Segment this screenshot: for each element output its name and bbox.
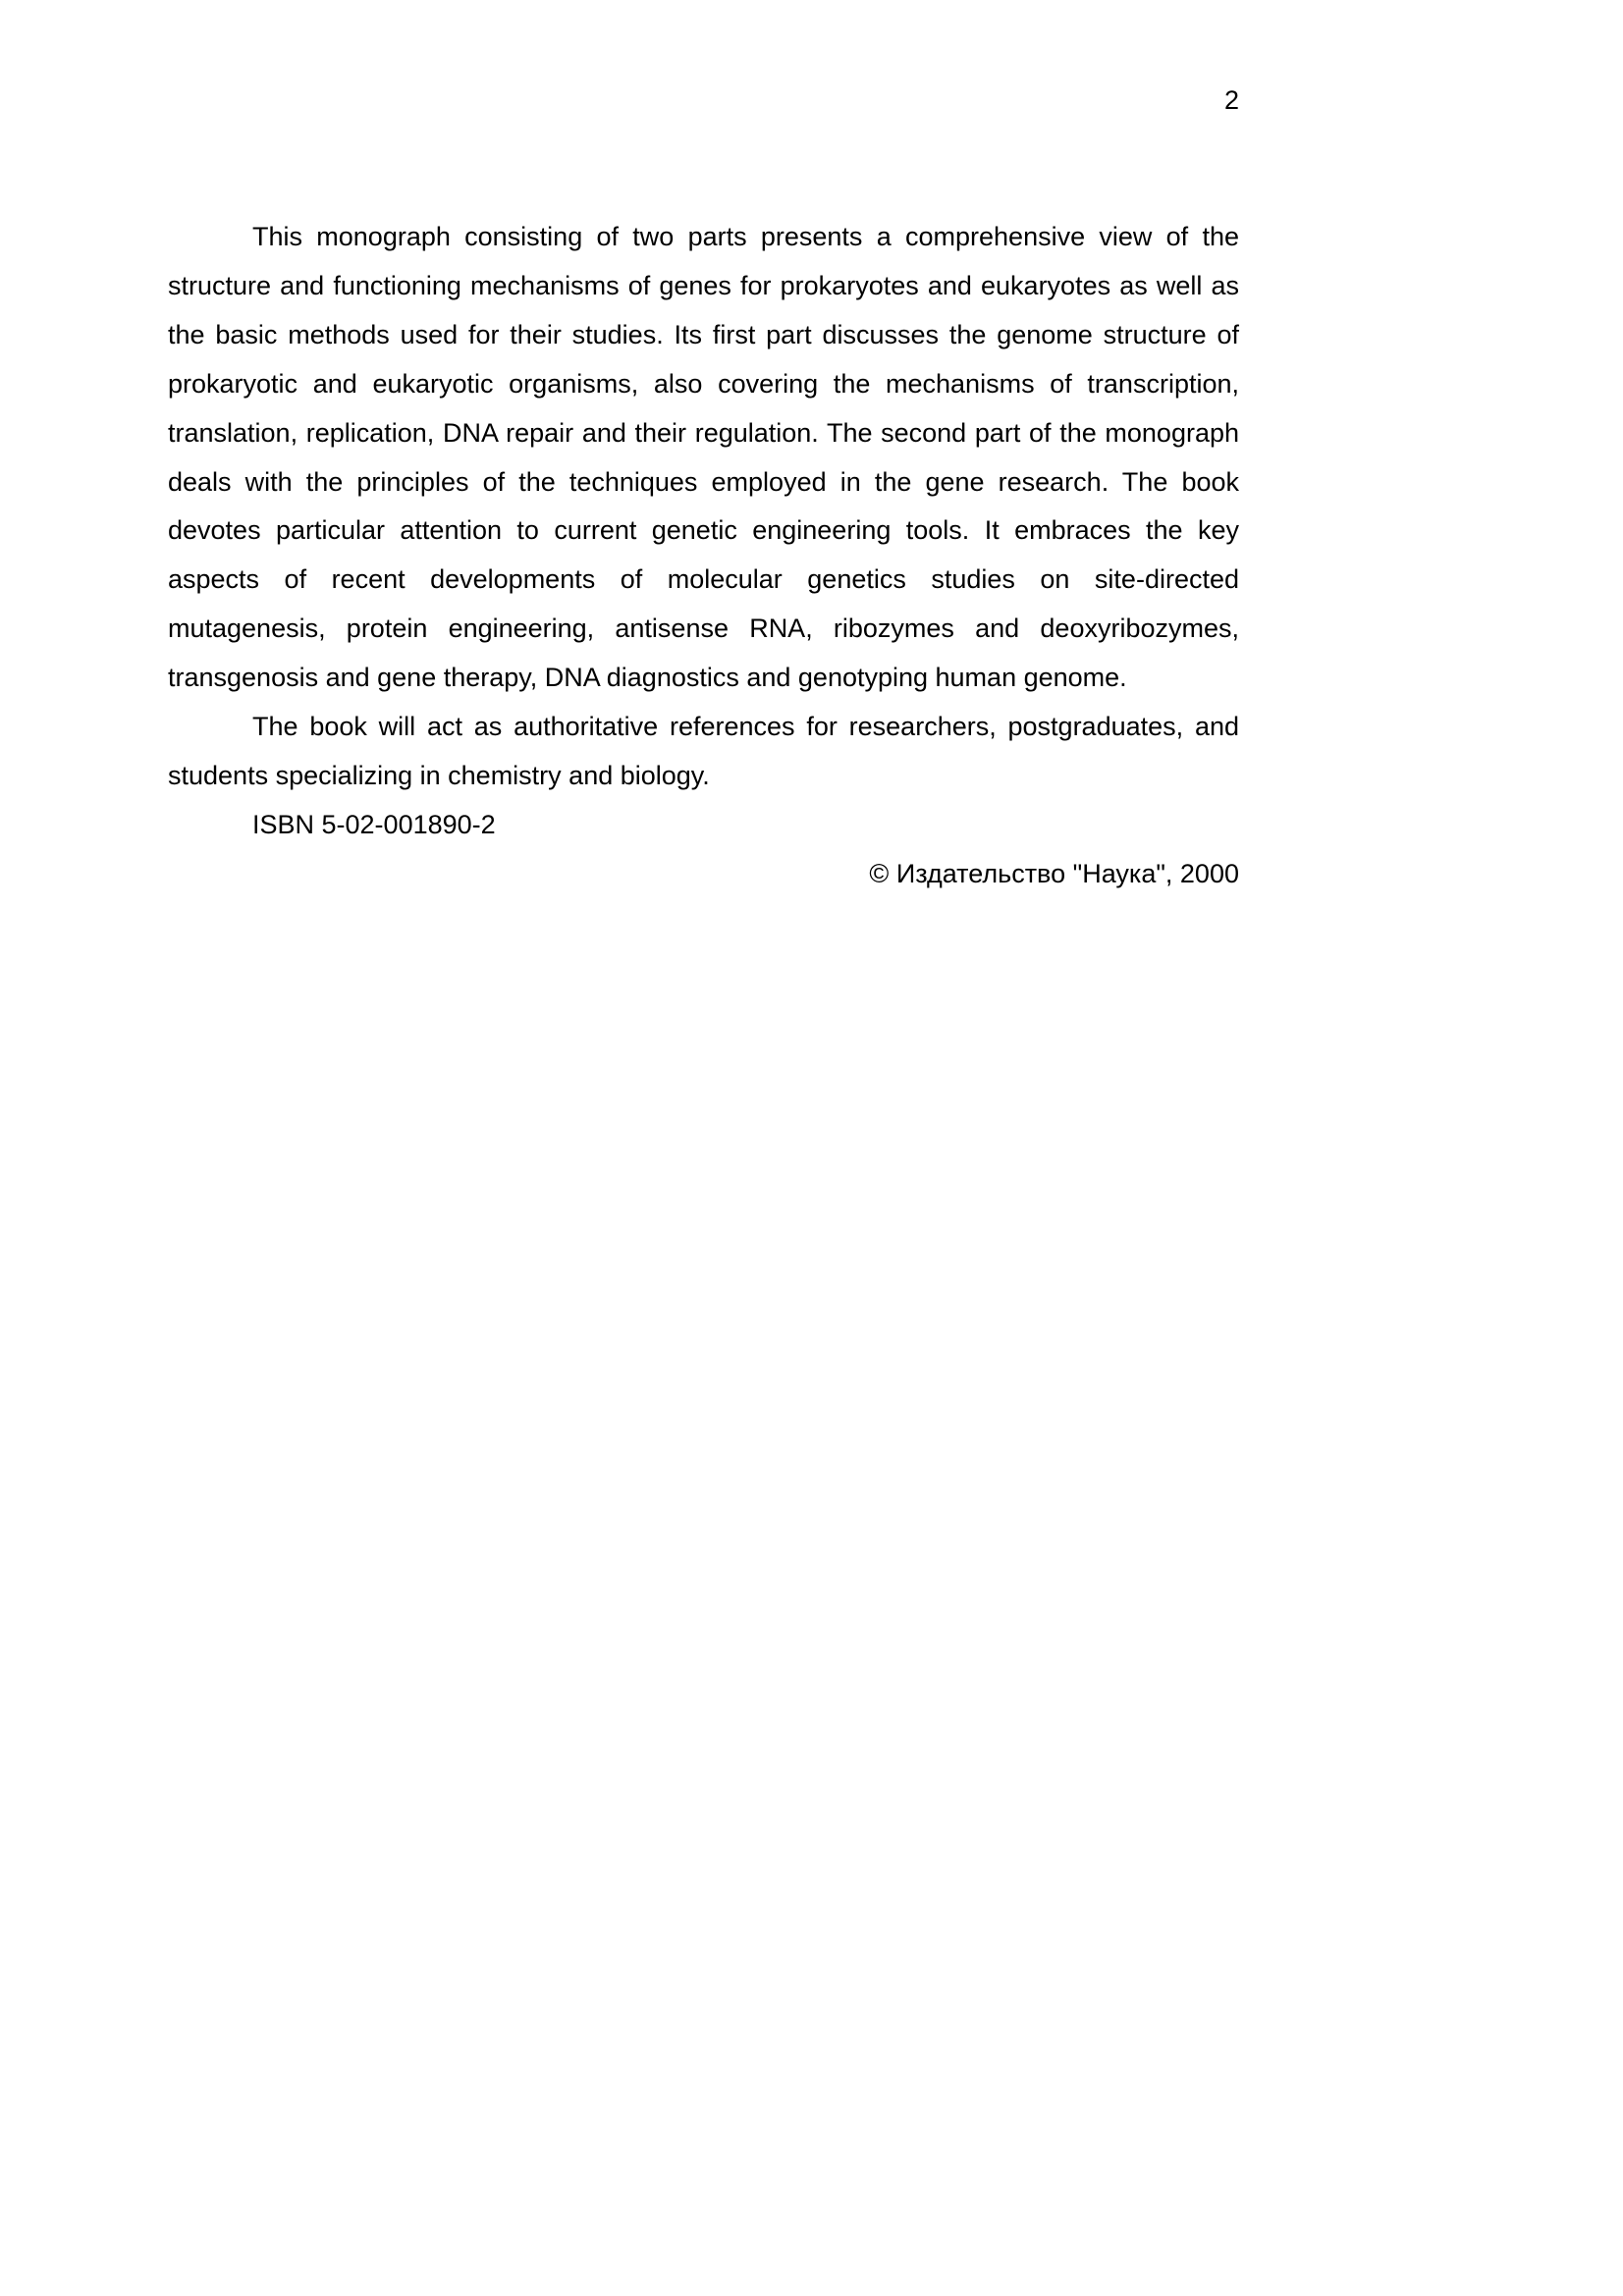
copyright-line: © Издательство "Наука", 2000 — [869, 858, 1239, 888]
page-number: 2 — [1223, 85, 1239, 115]
abstract-paragraph-1: This monograph consisting of two parts presents a comprehensive view of the structure and functioning mechanisms of genes for prokaryotes and eukaryotes as well as the basic methods used for their studies. Its first part discusses the genome structure of prokaryotic and eukaryotic organisms, also covering the mechanisms of transcription, translation, replication, DNA repair and their regulation. The second part of the monograph deals with the principles of the techniques employed in the gene research. The book devotes particular attention to current genetic engineering tools. It embraces the key aspects of recent developments of molecular genetics studies on site-directed mutagenesis, protein engineering, antisense RNA, ribozymes and deoxyribozymes, transgenosis and gene therapy, DNA diagnostics and genotyping human genome. — [168, 222, 1239, 693]
abstract-block — [168, 213, 1239, 899]
abstract-paragraph-2: The book will act as authoritative references for researchers, postgraduates, and students specializing in chemistry and biology. — [168, 712, 1239, 790]
isbn-line: ISBN 5-02-001890-2 — [252, 809, 496, 839]
